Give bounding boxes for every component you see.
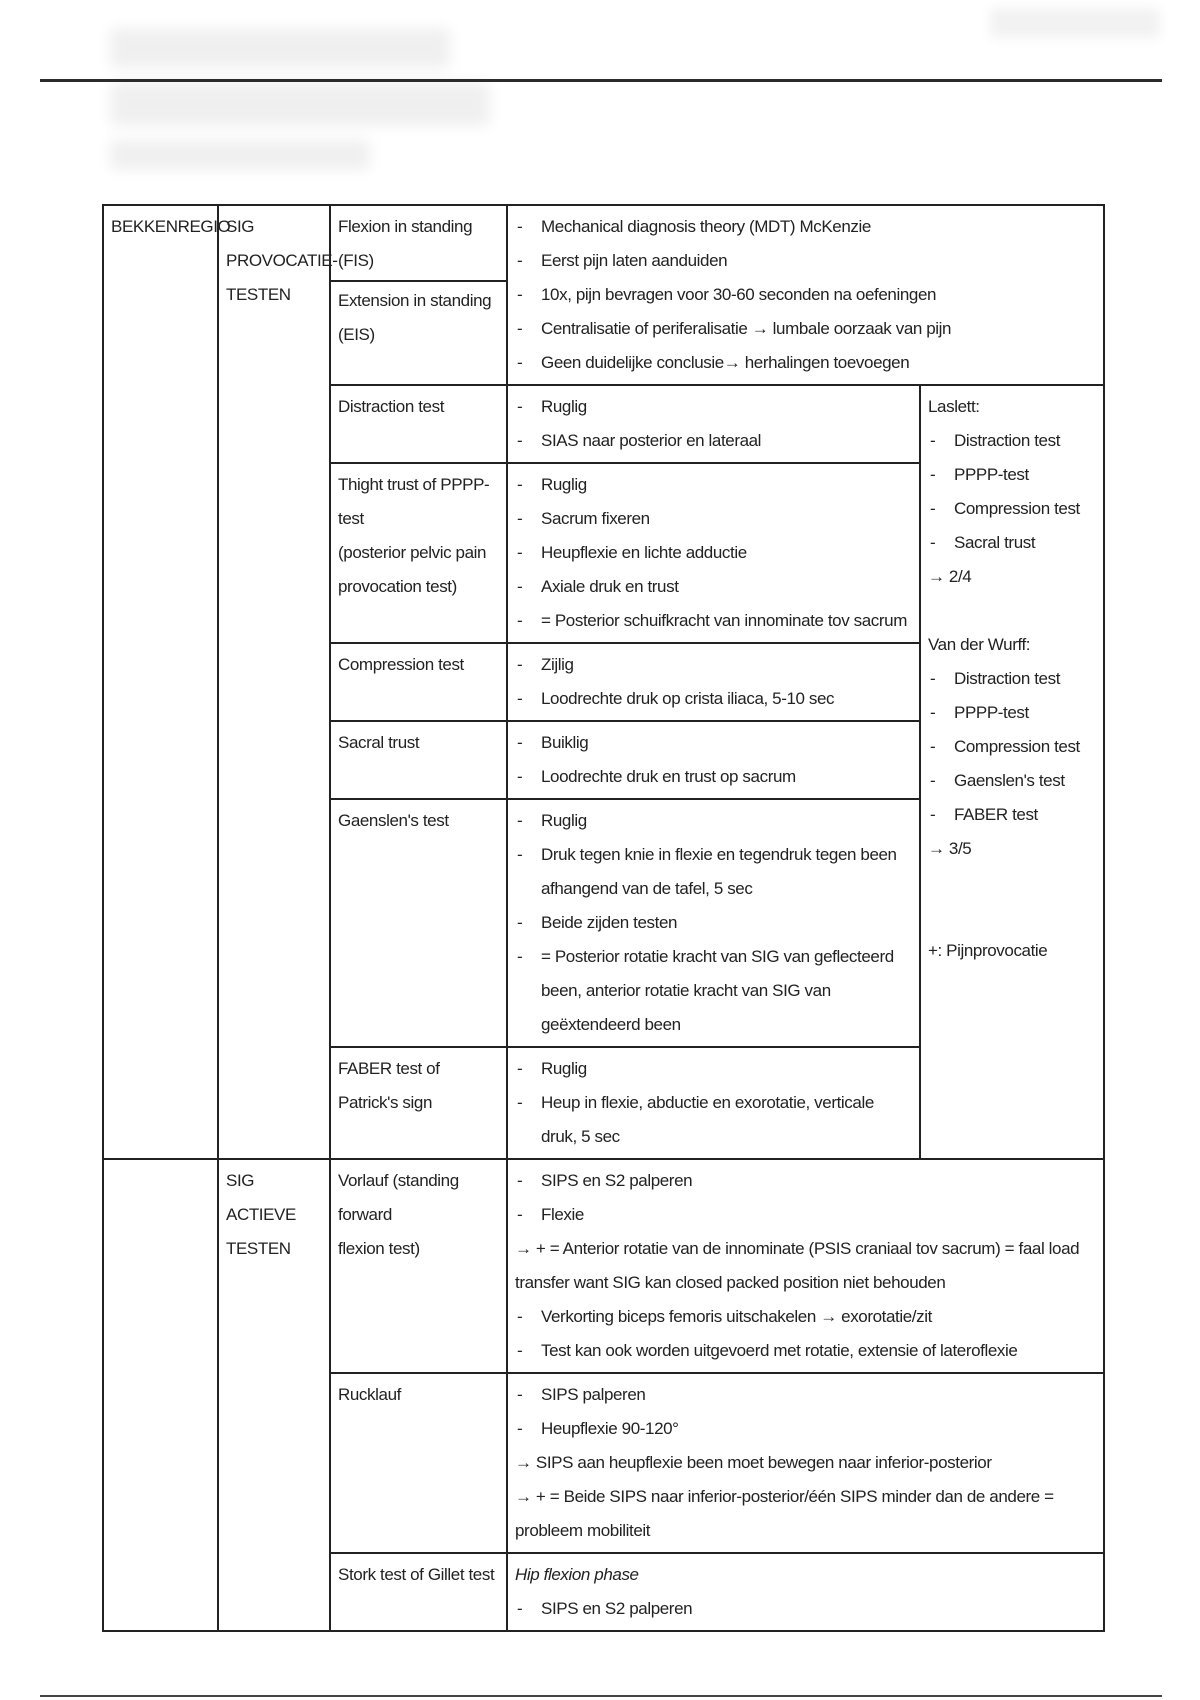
list-item: - SIPS en S2 palperen (515, 1592, 1096, 1626)
table-row (103, 1159, 1104, 1373)
list-item: - Heup in flexie, abductie en exorotatie, verticale druk, 5 sec (515, 1086, 912, 1154)
test-name: Stork test of Gillet test (338, 1565, 495, 1584)
test-name-line: Thight trust of PPPP-test (338, 475, 490, 528)
list-item: - PPPP-test (928, 458, 1096, 492)
test-description-cell (507, 1373, 1104, 1553)
test-name: Distraction test (338, 397, 445, 416)
list-item: - PPPP-test (928, 696, 1096, 730)
list-item: - Loodrechte druk en trust op sacrum (515, 760, 912, 794)
test-name-cell (330, 1373, 507, 1553)
list-item: - Distraction test (928, 662, 1096, 696)
list-item: - Sacrum fixeren (515, 502, 912, 536)
test-description-cell (507, 1159, 1104, 1373)
test-name-cell (330, 1553, 507, 1631)
list-item: - SIAS naar posterior en lateraal (515, 424, 912, 458)
test-description-cell (507, 799, 920, 1047)
group-label-line: TESTEN (226, 1239, 291, 1258)
cluster-title: Laslett: (928, 397, 980, 416)
group-label-line: TESTEN (226, 285, 291, 304)
test-name-cell (330, 385, 507, 463)
list-item: - Axiale druk en trust (515, 570, 912, 604)
test-description-cell (507, 643, 920, 721)
test-name: Extension in standing (EIS) (338, 291, 492, 344)
test-description-cell (507, 205, 1104, 385)
group-label-cell (218, 205, 338, 1159)
test-name: Compression test (338, 655, 464, 674)
conclusion-text: → SIPS aan heupflexie been moet bewegen naar inferior-posterior (515, 1453, 992, 1472)
test-name-line: (posterior pelvic pain (338, 543, 487, 562)
blurred-page-corner (990, 8, 1160, 38)
test-name-cell (330, 463, 507, 643)
list-item: - Test kan ook worden uitgevoerd met rotatie, extensie of lateroflexie (515, 1334, 1096, 1368)
test-name-cell (330, 1159, 507, 1373)
conclusion-text: → + = Anterior rotatie van de innominate (PSIS craniaal tov sacrum) = faal load transfer want SIG kan closed packed position niet behouden (515, 1239, 1080, 1292)
list-item: - Loodrechte druk op crista iliaca, 5-10 sec (515, 682, 912, 716)
test-description-cell (507, 1553, 1104, 1631)
bottom-rule (40, 1695, 1162, 1697)
list-item: - Compression test (928, 492, 1096, 526)
test-name-cell (330, 643, 507, 721)
phase-title: Hip flexion phase (515, 1565, 639, 1584)
list-item: - Flexie (515, 1198, 1096, 1232)
test-description-cell (507, 1047, 920, 1159)
list-item: - Sacral trust (928, 526, 1096, 560)
list-item: - 10x, pijn bevragen voor 30-60 seconden na oefeningen (515, 278, 1096, 312)
list-item: - Ruglig (515, 468, 912, 502)
test-name: FABER test of Patrick's sign (338, 1059, 440, 1112)
list-item: - Compression test (928, 730, 1096, 764)
list-item: - Distraction test (928, 424, 1096, 458)
table-row (103, 205, 1104, 385)
cluster-result: → 3/5 (928, 839, 972, 858)
blurred-header (110, 28, 490, 188)
list-item: - SIPS en S2 palperen (515, 1164, 1096, 1198)
test-name-cell (330, 799, 507, 1047)
test-name-cell (330, 1047, 507, 1159)
test-name: Gaenslen's test (338, 811, 449, 830)
top-rule (40, 79, 1162, 82)
test-name-line: Vorlauf (standing forward (338, 1171, 459, 1224)
test-name: Flexion in standing (FIS) (331, 206, 506, 282)
test-description-cell (507, 385, 920, 463)
list-item: - Ruglig (515, 390, 912, 424)
conclusion-text: → + = Beide SIPS naar inferior-posterior/één SIPS minder dan de andere = probleem mobiliteit (515, 1487, 1054, 1540)
list-item: - Druk tegen knie in flexie en tegendruk tegen been afhangend van de tafel, 5 sec (515, 838, 912, 906)
list-item: - FABER test (928, 798, 1096, 832)
test-description-cell (507, 463, 920, 643)
spacer (928, 866, 1096, 934)
test-overview-table (102, 204, 1105, 1632)
group-label-line: SIG ACTIEVE (226, 1171, 296, 1224)
cluster-note: +: Pijnprovocatie (928, 941, 1048, 960)
spacer (928, 594, 1096, 628)
list-item: - Heupflexie 90-120° (515, 1412, 1096, 1446)
region-cell-continued (103, 1159, 218, 1631)
test-name-line: flexion test) (338, 1239, 420, 1258)
region-cell (103, 205, 231, 1159)
list-item: - Verkorting biceps femoris uitschakelen → exorotatie/zit (515, 1300, 1096, 1334)
test-name: Sacral trust (338, 733, 420, 752)
list-item: - Heupflexie en lichte adductie (515, 536, 912, 570)
list-item: - Buiklig (515, 726, 912, 760)
cluster-result: → 2/4 (928, 567, 972, 586)
list-item: - Beide zijden testen (515, 906, 912, 940)
cluster-cell (920, 385, 1104, 1159)
test-name: Rucklauf (338, 1385, 401, 1404)
cluster-title: Van der Wurff: (928, 635, 1031, 654)
group-label-cell (218, 1159, 330, 1631)
test-name-cell (330, 205, 507, 385)
list-item: - Ruglig (515, 804, 912, 838)
list-item: - = Posterior schuifkracht van innominate tov sacrum (515, 604, 912, 638)
test-name-cell (330, 721, 507, 799)
group-label-line: PROVOCATIE- (226, 251, 338, 270)
list-item: - Geen duidelijke conclusie→ herhalingen toevoegen (515, 346, 1096, 380)
list-item: - Mechanical diagnosis theory (MDT) McKenzie (515, 210, 1096, 244)
list-item: - SIPS palperen (515, 1378, 1096, 1412)
test-name-line: provocation test) (338, 577, 457, 596)
list-item: - Zijlig (515, 648, 912, 682)
list-item: - = Posterior rotatie kracht van SIG van geflecteerd been, anterior rotatie kracht van SIG van geëxtendeerd been (515, 940, 912, 1042)
group-label-line: SIG (226, 217, 255, 236)
list-item: - Eerst pijn laten aanduiden (515, 244, 1096, 278)
list-item: - Centralisatie of periferalisatie → lumbale oorzaak van pijn (515, 312, 1096, 346)
test-description-cell (507, 721, 920, 799)
region-label: BEKKENREGIO (111, 217, 231, 236)
list-item: - Ruglig (515, 1052, 912, 1086)
list-item: - Gaenslen's test (928, 764, 1096, 798)
